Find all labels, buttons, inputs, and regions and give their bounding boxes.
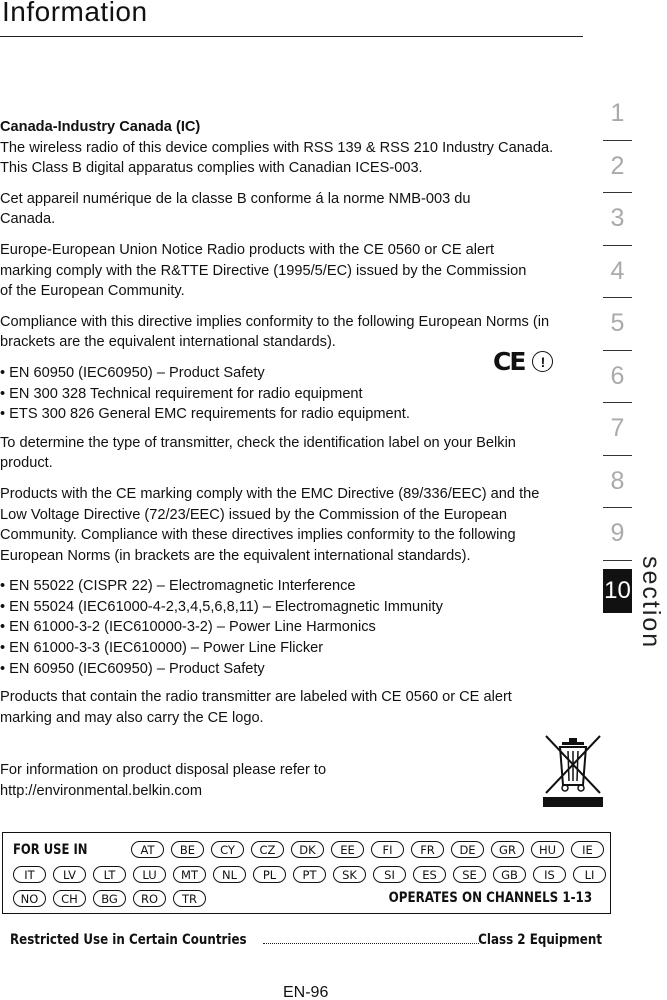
operates-channels-label: OPERATES ON CHANNELS 1-13 bbox=[388, 890, 592, 906]
ce-products-text: Products with the CE marking comply with the EMC Directive (89/336/EEC) and the Low Voltage Directive (72/23/EEC) issued by the Commission of the European Community. Compliance with these directives implies conformity to the following European Norms (in brackets are the equivalent international standards). bbox=[0, 485, 540, 564]
country-badge: PT bbox=[293, 866, 326, 883]
list-item: • EN 55024 (IEC61000-4-2,3,4,5,6,8,11) – Electromagnetic Immunity bbox=[0, 597, 560, 618]
country-badge: DK bbox=[291, 841, 324, 858]
country-badge: ES bbox=[413, 866, 446, 883]
country-badge: LU bbox=[133, 866, 166, 883]
country-badge: NL bbox=[213, 866, 246, 883]
country-badge: CY bbox=[211, 841, 244, 858]
country-badge: CH bbox=[53, 890, 86, 907]
section-tab-3[interactable]: 3 bbox=[603, 193, 632, 246]
europe-text: Europe-European Union Notice Radio products with the CE 0560 or CE alert marking comply with the R&TTE Directive (1995/5/EC) issued by the Commission of the European Community. bbox=[0, 241, 527, 300]
country-badge: NO bbox=[13, 890, 46, 907]
country-badge: HU bbox=[531, 841, 564, 858]
country-badge: FR bbox=[411, 841, 444, 858]
canada-french-text: Cet appareil numérique de la classe B conforme á la norme NMB-003 du Canada. bbox=[0, 190, 471, 228]
list-item: • EN 61000-3-2 (IEC610000-3-2) – Power Line Harmonics bbox=[0, 617, 560, 638]
radio-norms-list bbox=[0, 363, 560, 425]
country-badge: LV bbox=[53, 866, 86, 883]
ce-mark-icon: CE bbox=[493, 347, 525, 376]
list-item: • EN 61000-3-3 (IEC610000) – Power Line Flicker bbox=[0, 638, 560, 659]
country-row-2 bbox=[13, 866, 613, 883]
section-tab-8[interactable]: 8 bbox=[603, 456, 632, 509]
section-tab-9[interactable]: 9 bbox=[603, 508, 632, 561]
section-tab-5[interactable]: 5 bbox=[603, 298, 632, 351]
section-tab-6[interactable]: 6 bbox=[603, 351, 632, 404]
country-row-1 bbox=[13, 841, 611, 858]
page-header-title: Information bbox=[2, 0, 148, 27]
country-badge: GB bbox=[493, 866, 526, 883]
country-badge: SI bbox=[373, 866, 406, 883]
country-badge: MT bbox=[173, 866, 206, 883]
list-item: • EN 55022 (CISPR 22) – Electromagnetic Interference bbox=[0, 576, 560, 597]
section-label: section bbox=[637, 556, 665, 650]
page-number: EN-96 bbox=[283, 984, 329, 1000]
country-badge: BE bbox=[171, 841, 204, 858]
country-badge: RO bbox=[133, 890, 166, 907]
country-badge: GR bbox=[491, 841, 524, 858]
country-badge: TR bbox=[173, 890, 206, 907]
disposal-text: For information on product disposal please refer to bbox=[0, 762, 327, 778]
main-content bbox=[0, 117, 560, 738]
country-badge: DE bbox=[451, 841, 484, 858]
country-box bbox=[2, 832, 611, 914]
section-tab-4[interactable]: 4 bbox=[603, 246, 632, 299]
country-badge: IS bbox=[533, 866, 566, 883]
country-badge: EE bbox=[331, 841, 364, 858]
country-row-3 bbox=[13, 890, 213, 907]
transmitter-text: To determine the type of transmitter, check the identification label on your Belkin product. bbox=[0, 434, 516, 472]
alert-mark-icon: ! bbox=[532, 351, 553, 372]
country-badge: BG bbox=[93, 890, 126, 907]
section-nav bbox=[603, 88, 632, 613]
disposal-info bbox=[0, 760, 326, 802]
country-badge: IE bbox=[571, 841, 604, 858]
section-tab-10[interactable]: 10 bbox=[603, 569, 632, 613]
emc-norms-list bbox=[0, 576, 560, 679]
canada-section bbox=[0, 117, 560, 179]
restricted-use-line bbox=[10, 932, 602, 948]
country-badge: AT bbox=[131, 841, 164, 858]
ce-marks bbox=[493, 347, 553, 376]
canada-heading: Canada-Industry Canada (IC) bbox=[0, 119, 201, 135]
section-tab-1[interactable]: 1 bbox=[603, 88, 632, 141]
disposal-link[interactable]: http://environmental.belkin.com bbox=[0, 783, 202, 799]
compliance-text: Compliance with this directive implies conformity to the following European Norms (in brackets are the equivalent international standards). bbox=[0, 313, 550, 351]
section-tab-2[interactable]: 2 bbox=[603, 141, 632, 194]
country-badge: CZ bbox=[251, 841, 284, 858]
country-badge: FI bbox=[371, 841, 404, 858]
country-badge: SE bbox=[453, 866, 486, 883]
equipment-class-label: Class 2 Equipment bbox=[478, 932, 602, 948]
country-badge: SK bbox=[333, 866, 366, 883]
header-divider bbox=[0, 36, 583, 37]
country-badge: LI bbox=[573, 866, 606, 883]
country-badge: LT bbox=[93, 866, 126, 883]
restricted-use-label: Restricted Use in Certain Countries bbox=[10, 932, 247, 948]
list-item: • EN 300 328 Technical requirement for radio equipment bbox=[0, 384, 560, 405]
for-use-label: FOR USE IN bbox=[13, 841, 88, 858]
list-item: • EN 60950 (IEC60950) – Product Safety bbox=[0, 363, 560, 384]
radio-label-text: Products that contain the radio transmitter are labeled with CE 0560 or CE alert marking and may also carry the CE logo. bbox=[0, 689, 512, 726]
list-item: • EN 60950 (IEC60950) – Product Safety bbox=[0, 659, 560, 680]
crossed-out-bin-icon bbox=[543, 733, 603, 807]
dotted-leader bbox=[263, 943, 479, 944]
country-badge: IT bbox=[13, 866, 46, 883]
section-tab-7[interactable]: 7 bbox=[603, 403, 632, 456]
list-item: • ETS 300 826 General EMC requirements for radio equipment. bbox=[0, 404, 560, 425]
country-badge: PL bbox=[253, 866, 286, 883]
canada-text: The wireless radio of this device complies with RSS 139 & RSS 210 Industry Canada. This Class B digital apparatus complies with Canadian ICES-003. bbox=[0, 139, 554, 177]
